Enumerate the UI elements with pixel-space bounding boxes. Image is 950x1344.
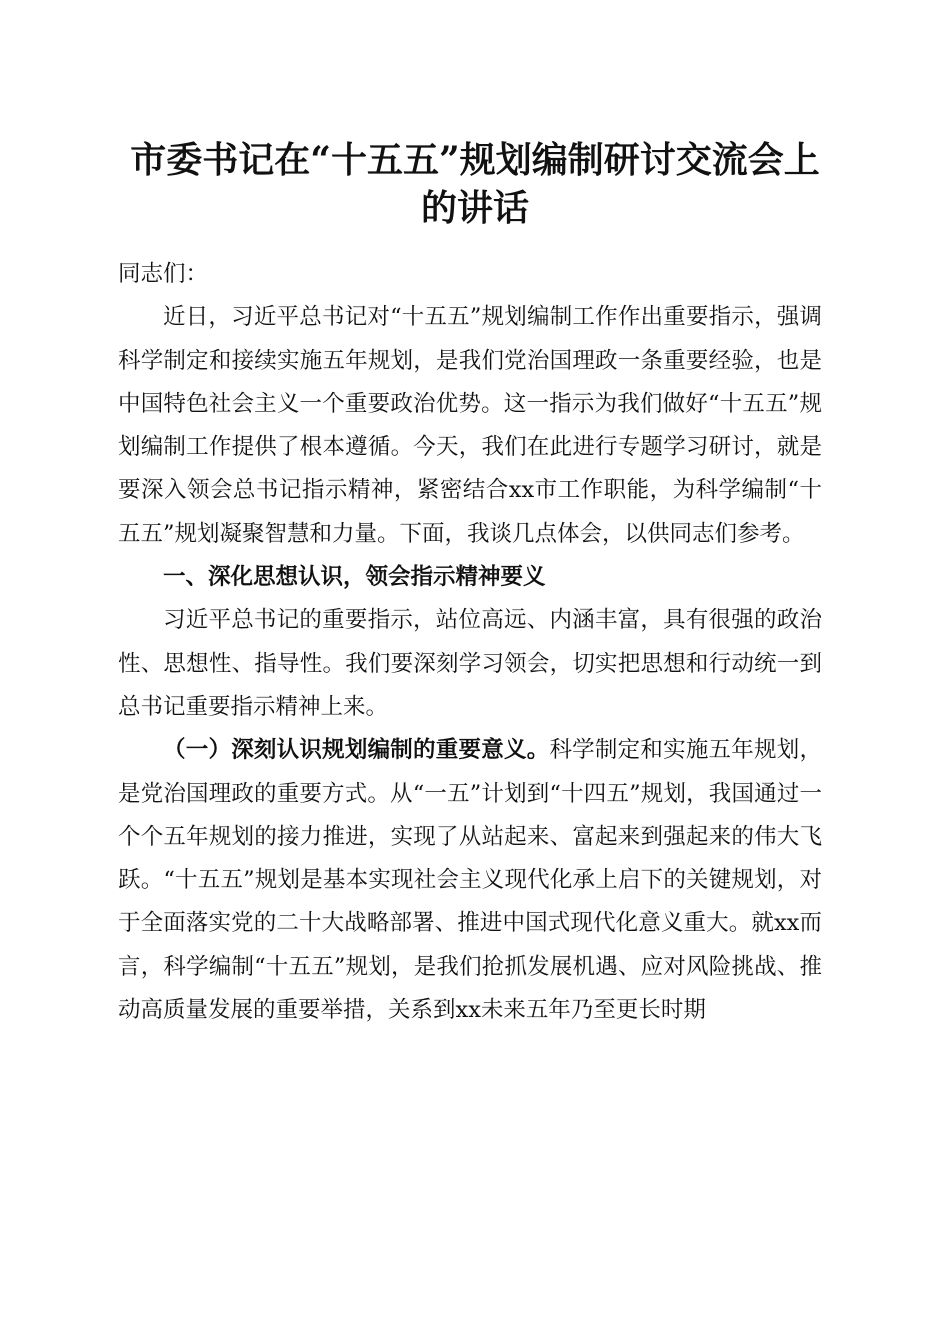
subsection-heading-1: （一）深刻认识规划编制的重要意义。 bbox=[163, 737, 550, 764]
document-body bbox=[118, 253, 822, 1032]
document-title bbox=[110, 136, 840, 232]
paragraph-intro: 近日，习近平总书记对“十五五”规划编制工作作出重要指示，强调科学制定和接续实施五年规划，是我们党治国理政一条重要经验，也是中国特色社会主义一个重要政治优势。这一指示为我们做好“十五五”规划编制工作提供了根本遵循。今天，我们在此进行专题学习研讨，就是要深入领会总书记指示精神，紧密结合xx市工作职能，为科学编制“十五五”规划凝聚智慧和力量。下面，我谈几点体会，以供同志们参考。 bbox=[118, 304, 822, 547]
title-line-2: 的讲话 bbox=[420, 187, 529, 229]
title-line-1: 市委书记在“十五五”规划编制研讨交流会上 bbox=[130, 139, 820, 181]
subsection-text-1: 科学制定和实施五年规划，是党治国理政的重要方式。从“一五”计划到“十四五”规划，我国通过一个个五年规划的接力推进，实现了从站起来、富起来到强起来的伟大飞跃。“十五五”规划是基本实现社会主义现代化承上启下的关键规划，对于全面落实党的二十大战略部署、推进中国式现代化意义重大。就xx而言，科学编制“十五五”规划，是我们抢抓发展机遇、应对风险挑战、推动高质量发展的重要举措，关系到xx未来五年乃至更长时期 bbox=[118, 737, 822, 1024]
salutation: 同志们： bbox=[118, 261, 209, 287]
paragraph-subsection1 bbox=[118, 729, 822, 1032]
paragraph-section1: 习近平总书记的重要指示，站位高远、内涵丰富，具有很强的政治性、思想性、指导性。我们要深刻学习领会，切实把思想和行动统一到总书记重要指示精神上来。 bbox=[118, 607, 822, 720]
section-heading-1: 一、深化思想认识，领会指示精神要义 bbox=[163, 564, 546, 591]
